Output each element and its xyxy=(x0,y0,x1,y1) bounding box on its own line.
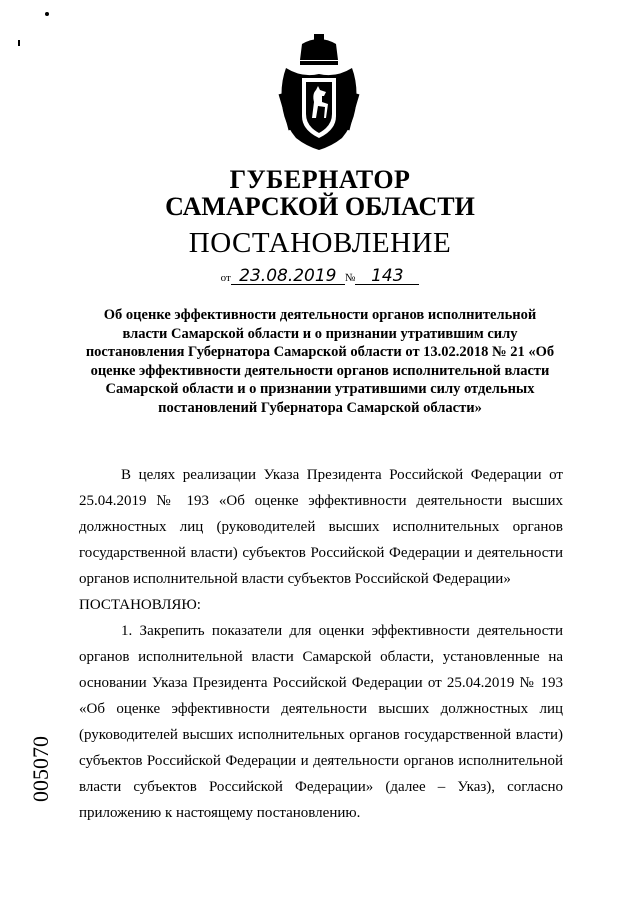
date-number-line xyxy=(0,268,640,285)
decree-word: ПОСТАНОВЛЯЮ: xyxy=(79,597,201,613)
document-type: ПОСТАНОВЛЕНИЕ xyxy=(188,227,452,259)
document-body xyxy=(79,462,563,826)
document-title: Об оценке эффективности деятельности органов исполнительной власти Самарской области и о признании утратившим силу постановления Губернатора Самарской области от 13.02.2018 № 21 «Об оценке эффективности деятельности органов исполнительной власти Самарской области и о признании утратившими силу отдельных постановлений Губернатора Самарской области» xyxy=(85,307,555,416)
samara-coat-of-arms-icon xyxy=(276,34,362,152)
date-prefix: от xyxy=(220,272,231,284)
number-sign: № xyxy=(344,272,356,284)
issuer-title: ГУБЕРНАТОР xyxy=(229,165,411,194)
document-date: 23.08.2019 xyxy=(231,268,345,285)
item-1-paragraph: 1. Закрепить показатели для оценки эффективности деятельности органов исполнительной власти Самарской области, установленные на основании Указа Президента Российской Федерации от 25.04.2019 № 193 «Об оценке эффективности деятельности высших должностных лиц (руководителей высших исполнительных органов государственной власти) субъектов Российской Федерации и деятельности органов исполнительной власти субъектов Российской Федерации» (далее – Указ), согласно приложению к настоящему постановлению. xyxy=(79,623,563,821)
scan-speck xyxy=(18,40,20,46)
scan-speck xyxy=(45,12,49,16)
side-registration-code xyxy=(29,737,53,801)
preamble-paragraph: В целях реализации Указа Президента Российской Федерации от 25.04.2019 № 193 «Об оценке эффективности деятельности высших должностных лиц (руководителей высших исполнительных органов государственной власти) субъектов Российской Федерации и деятельности органов исполнительной власти субъектов Российской Федерации» xyxy=(79,467,563,587)
document-number: 143 xyxy=(355,268,419,285)
issuer-region: САМАРСКОЙ ОБЛАСТИ xyxy=(165,192,475,221)
side-code-text: 005070 xyxy=(28,736,53,802)
